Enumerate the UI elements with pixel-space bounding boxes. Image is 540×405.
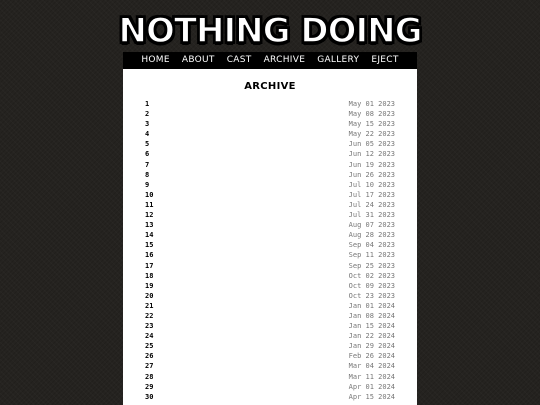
archive-entry-number: 7 bbox=[145, 160, 150, 169]
archive-entry-date: Jan 01 2024 bbox=[348, 301, 395, 310]
archive-entry-link[interactable] bbox=[145, 250, 395, 260]
archive-entry-link[interactable] bbox=[145, 129, 395, 139]
archive-entry-number: 22 bbox=[145, 311, 154, 320]
archive-entry-date: Oct 09 2023 bbox=[348, 281, 395, 290]
archive-entry-date: May 15 2023 bbox=[348, 120, 395, 129]
archive-entry-date: Jun 12 2023 bbox=[348, 150, 395, 159]
archive-entry-number: 14 bbox=[145, 231, 154, 240]
archive-entry-link[interactable] bbox=[145, 341, 395, 351]
archive-entry-link[interactable] bbox=[145, 99, 395, 109]
archive-entry-date: Sep 04 2023 bbox=[348, 241, 395, 250]
archive-entry-link[interactable] bbox=[145, 382, 395, 392]
archive-entry-number: 29 bbox=[145, 382, 154, 391]
archive-entry-link[interactable] bbox=[145, 149, 395, 159]
archive-entry-link[interactable] bbox=[145, 139, 395, 149]
archive-entry-date: Apr 01 2024 bbox=[348, 382, 395, 391]
archive-entry-link[interactable] bbox=[145, 301, 395, 311]
archive-entry-date: Jul 10 2023 bbox=[348, 180, 395, 189]
archive-entry-number: 27 bbox=[145, 362, 154, 371]
archive-entry-link[interactable] bbox=[145, 109, 395, 119]
archive-entry-date: Jul 17 2023 bbox=[348, 190, 395, 199]
nav-gallery-link[interactable]: GALLERY bbox=[317, 55, 360, 65]
archive-entry-link[interactable] bbox=[145, 331, 395, 341]
nav-archive-link[interactable]: ARCHIVE bbox=[263, 55, 306, 65]
archive-entry-date: Jan 22 2024 bbox=[348, 332, 395, 341]
archive-entry-number: 24 bbox=[145, 332, 154, 341]
archive-entry-date: Sep 25 2023 bbox=[348, 261, 395, 270]
archive-entry-number: 8 bbox=[145, 170, 150, 179]
archive-entry-date: Jun 26 2023 bbox=[348, 170, 395, 179]
archive-entry-number: 10 bbox=[145, 190, 154, 199]
archive-entry-date: Oct 02 2023 bbox=[348, 271, 395, 280]
archive-entry-link[interactable] bbox=[145, 240, 395, 250]
archive-entry-link[interactable] bbox=[145, 311, 395, 321]
archive-entry-link[interactable] bbox=[145, 321, 395, 331]
archive-entry-number: 28 bbox=[145, 372, 154, 381]
archive-entry-number: 1 bbox=[145, 100, 150, 108]
archive-entry-number: 3 bbox=[145, 120, 150, 129]
site-logo[interactable]: NOTHING DOING bbox=[118, 11, 422, 51]
archive-entry-link[interactable] bbox=[145, 261, 395, 271]
archive-entry-date: Jun 05 2023 bbox=[348, 140, 395, 149]
archive-entry-date: May 22 2023 bbox=[348, 130, 395, 139]
archive-entry-link[interactable] bbox=[145, 351, 395, 361]
archive-entry-link[interactable] bbox=[145, 392, 395, 402]
archive-entry-number: 25 bbox=[145, 342, 154, 351]
archive-entry-link[interactable] bbox=[145, 372, 395, 382]
archive-entry-link[interactable] bbox=[145, 291, 395, 301]
archive-entry-date: Aug 28 2023 bbox=[348, 231, 395, 240]
nav-cast-link[interactable]: CAST bbox=[226, 55, 252, 65]
archive-entry-link[interactable] bbox=[145, 170, 395, 180]
top-navbar bbox=[123, 52, 417, 69]
archive-entry-link[interactable] bbox=[145, 160, 395, 170]
archive-entry-number: 16 bbox=[145, 251, 154, 260]
nav-about-link[interactable]: ABOUT bbox=[181, 55, 215, 65]
archive-heading: ARCHIVE bbox=[244, 81, 296, 92]
archive-entry-date: Jan 15 2024 bbox=[348, 322, 395, 331]
nav-home-link[interactable]: HOME bbox=[141, 55, 170, 65]
archive-entry-link[interactable] bbox=[145, 271, 395, 281]
archive-entry-link[interactable] bbox=[145, 119, 395, 129]
archive-entry-number: 9 bbox=[145, 180, 150, 189]
archive-entry-date: Jul 24 2023 bbox=[348, 200, 395, 209]
archive-entry-link[interactable] bbox=[145, 361, 395, 371]
archive-entry-link[interactable] bbox=[145, 230, 395, 240]
archive-entry-number: 2 bbox=[145, 110, 150, 119]
content-panel bbox=[123, 52, 417, 405]
archive-entry-link[interactable] bbox=[145, 281, 395, 291]
archive-entry-date: Sep 11 2023 bbox=[348, 251, 395, 260]
archive-entry-date: Mar 11 2024 bbox=[348, 372, 395, 381]
archive-entry-date: May 01 2023 bbox=[348, 100, 395, 108]
archive-list bbox=[145, 99, 395, 402]
archive-entry-number: 30 bbox=[145, 392, 154, 401]
archive-entry-link[interactable] bbox=[145, 220, 395, 230]
archive-entry-number: 12 bbox=[145, 211, 154, 220]
archive-entry-link[interactable] bbox=[145, 180, 395, 190]
archive-entry-date: Jul 31 2023 bbox=[348, 211, 395, 220]
archive-entry-number: 26 bbox=[145, 352, 154, 361]
archive-entry-date: Jun 19 2023 bbox=[348, 160, 395, 169]
archive-entry-number: 11 bbox=[145, 200, 154, 209]
archive-entry-number: 19 bbox=[145, 281, 154, 290]
archive-entry-number: 15 bbox=[145, 241, 154, 250]
archive-entry-date: Jan 29 2024 bbox=[348, 342, 395, 351]
archive-entry-link[interactable] bbox=[145, 210, 395, 220]
archive-entry-date: Mar 04 2024 bbox=[348, 362, 395, 371]
archive-entry-date: Oct 23 2023 bbox=[348, 291, 395, 300]
archive-entry-date: Jan 08 2024 bbox=[348, 311, 395, 320]
archive-entry-link[interactable] bbox=[145, 190, 395, 200]
archive-entry-number: 18 bbox=[145, 271, 154, 280]
nav-eject-link[interactable]: EJECT bbox=[371, 55, 399, 65]
archive-entry-number: 23 bbox=[145, 322, 154, 331]
archive-entry-number: 21 bbox=[145, 301, 154, 310]
archive-entry-number: 4 bbox=[145, 130, 150, 139]
archive-entry-date: May 08 2023 bbox=[348, 110, 395, 119]
archive-entry-number: 6 bbox=[145, 150, 150, 159]
archive-entry-date: Aug 07 2023 bbox=[348, 221, 395, 230]
archive-entry-number: 17 bbox=[145, 261, 154, 270]
archive-entry-number: 20 bbox=[145, 291, 154, 300]
archive-entry-link[interactable] bbox=[145, 200, 395, 210]
archive-entry-date: Apr 15 2024 bbox=[348, 392, 395, 401]
archive-entry-number: 13 bbox=[145, 221, 154, 230]
archive-entry-date: Feb 26 2024 bbox=[348, 352, 395, 361]
archive-entry-number: 5 bbox=[145, 140, 150, 149]
